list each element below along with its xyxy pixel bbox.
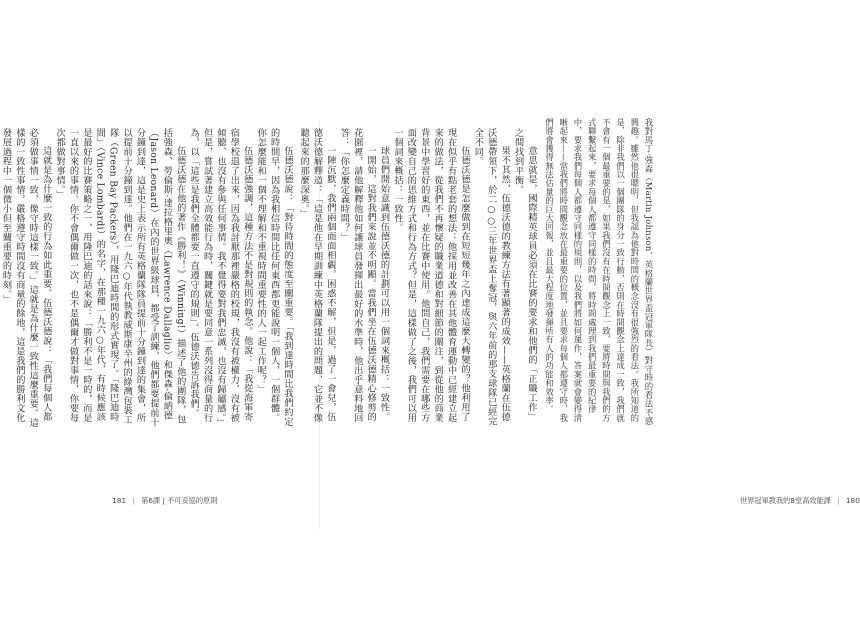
running-head: 第6課 | 不可妥協的原則	[141, 496, 218, 505]
paragraph: 意思就是，國際精英球員必須在比賽的要求和他們的「正職工作」之間找到平衡。	[512, 128, 537, 422]
paragraph: 伍德沃德是怎麼做到在短短幾年之內達成這麼大轉變的？他利用了現在似乎有點老套的想法：他採用並改善在其他體育運動中已經建立起來的做法，從我們不再懷疑的職業道德和對細節的關注，到從他的商業背景中學習好的東西，並在比賽中使用。他問自己，我們需要在哪些方面改變自己的思維方式和行為方式？但是，這樣做了之後，我們可以用一個詞來概括：一致性。	[391, 128, 470, 423]
paragraph: 一開始，這對我們來說並不明顯。當我們坐在伍德沃德精心修剪的花園裡，請他解釋他如何讓球員發揮出最好的水準時，他出乎意料地回答：「你怎麼定義時間？」	[338, 128, 377, 423]
paragraph: 球員們開始意識到伍德沃德的計劃可以用一個詞來概括：一致性。	[378, 146, 390, 422]
page-number: 181	[112, 496, 127, 505]
paragraph: 果不其然，伍德沃德的教練方法有著顯著的成效——英格蘭在伍德沃德帶領下，於二○○三年世界盃上奪冠，與六年前的那支球隊已經完全不同。	[472, 128, 511, 427]
left-footer	[112, 496, 217, 506]
paragraph: 伍德沃德說：「對待時間的態度至關重要。「我到達時間比我們約定的時間早，因為我相信時間比任何東西都更能說明一個人，一個群體。你怎麼能和一個不理解和不重視時間重要性的人一起工作呢？」	[255, 128, 293, 427]
left-page-body	[0, 128, 294, 428]
paragraph: 伍德沃德在他的著作《勝利！》（Winning!）描述了他的團隊，包括強森、勞倫斯·達拉格里奧（Lawrence Dallaglio）和傑森·倫納德（Jason Leonard）在內的世界級球員，都受了訓練，他們都要提前十分鐘到達，這是史上表示所有英格蘭隊隊員提前十分鐘到達的集會，所以提前十分鐘到達。他們在一九六○年代執教威斯康辛州的綠灣包裝工隊（Green Bay Packers），用隆巴迪時間的形式實現了。「隆巴迪時間」（Vince Lombardi）的名字，在那種一九六○年代，有時候應該是最好的比賽策略之一，用隆巴迪的話來說：「勝利不是一時的，而是一直以來的事情。你不會偶爾做一次，也不是偶爾才做對事情，你要每次都做對事情。」	[54, 128, 186, 427]
left-page	[0, 0, 320, 640]
right-footer	[740, 496, 860, 506]
right-page-body	[298, 128, 538, 428]
right-page	[298, 0, 860, 640]
footer-separator: |	[132, 496, 135, 505]
paragraph: 一陣沉默，我們兩個面面相覷，困惑不解，但是，過了一會兒，伍德沃德解釋道：「這是他在早期訓練中英格蘭隊提出的問題，它並不像聽起來的那麼深奧。」	[298, 128, 336, 423]
paragraph: 伍德沃德強調，這種方法不是對規則的執念。他說：「我從海軍寄宿學校退了出來，因為我討厭那裡嚴格的校規，我沒有被權力、沒有被傾聽、也沒有參與任何事情。我不覺得要對我們忠誠，也沒有歸屬感。」但是，嘗試著建立高效能行為時，關鍵就是要同意一系列沒得商量的行為，以「這些是我們全體都要一直遵守的規則」。伍德沃德告訴我們。	[188, 128, 253, 428]
page-number: 180	[845, 496, 860, 505]
running-head: 世界冠軍教我的8堂高效能課	[740, 496, 831, 505]
block-quote: 我對馬丁·強森（Martin Johnson，英格蘭世界盃冠軍隊長）對守時的看法不感興趣。雖然他很聰明，但我認為他對時間的概念沒有很強烈的看法。我所知道的是，除非我們以一個團隊的身分一致行動，否則在時間觀念上達成一致，我們就不會有一個最重要的是，如果我們沒有在時間觀念上一致，要將時間與我們的方式聯繫起來，要求每個人都遵守同樣的時間，將時間處理到我們最重要的紀律中，要求我們每個人都遵守同樣的規則，以及我們將如何運作，答案就會變得清晰起來——當我們將時間觀念放在最重要的位置，並且要求每個人都遵守時，我們將會獲得無法估量的巨大回報，並且最大程度地發揮所有人的功能和效率。	[544, 118, 654, 426]
paragraph: 這就是為什麼一致的行為如此重要。伍德沃德說：「我們每個人都必須做事情一致，像守時這樣一致。」這就是為什麼一致性這麼重要。這樣的一致性事情，嚴格遵守時間沒有商量的餘地，這是我們的勝利文化發展過程中一個微小但至關重要的時刻。」	[0, 128, 52, 428]
footer-separator: |	[837, 496, 840, 505]
